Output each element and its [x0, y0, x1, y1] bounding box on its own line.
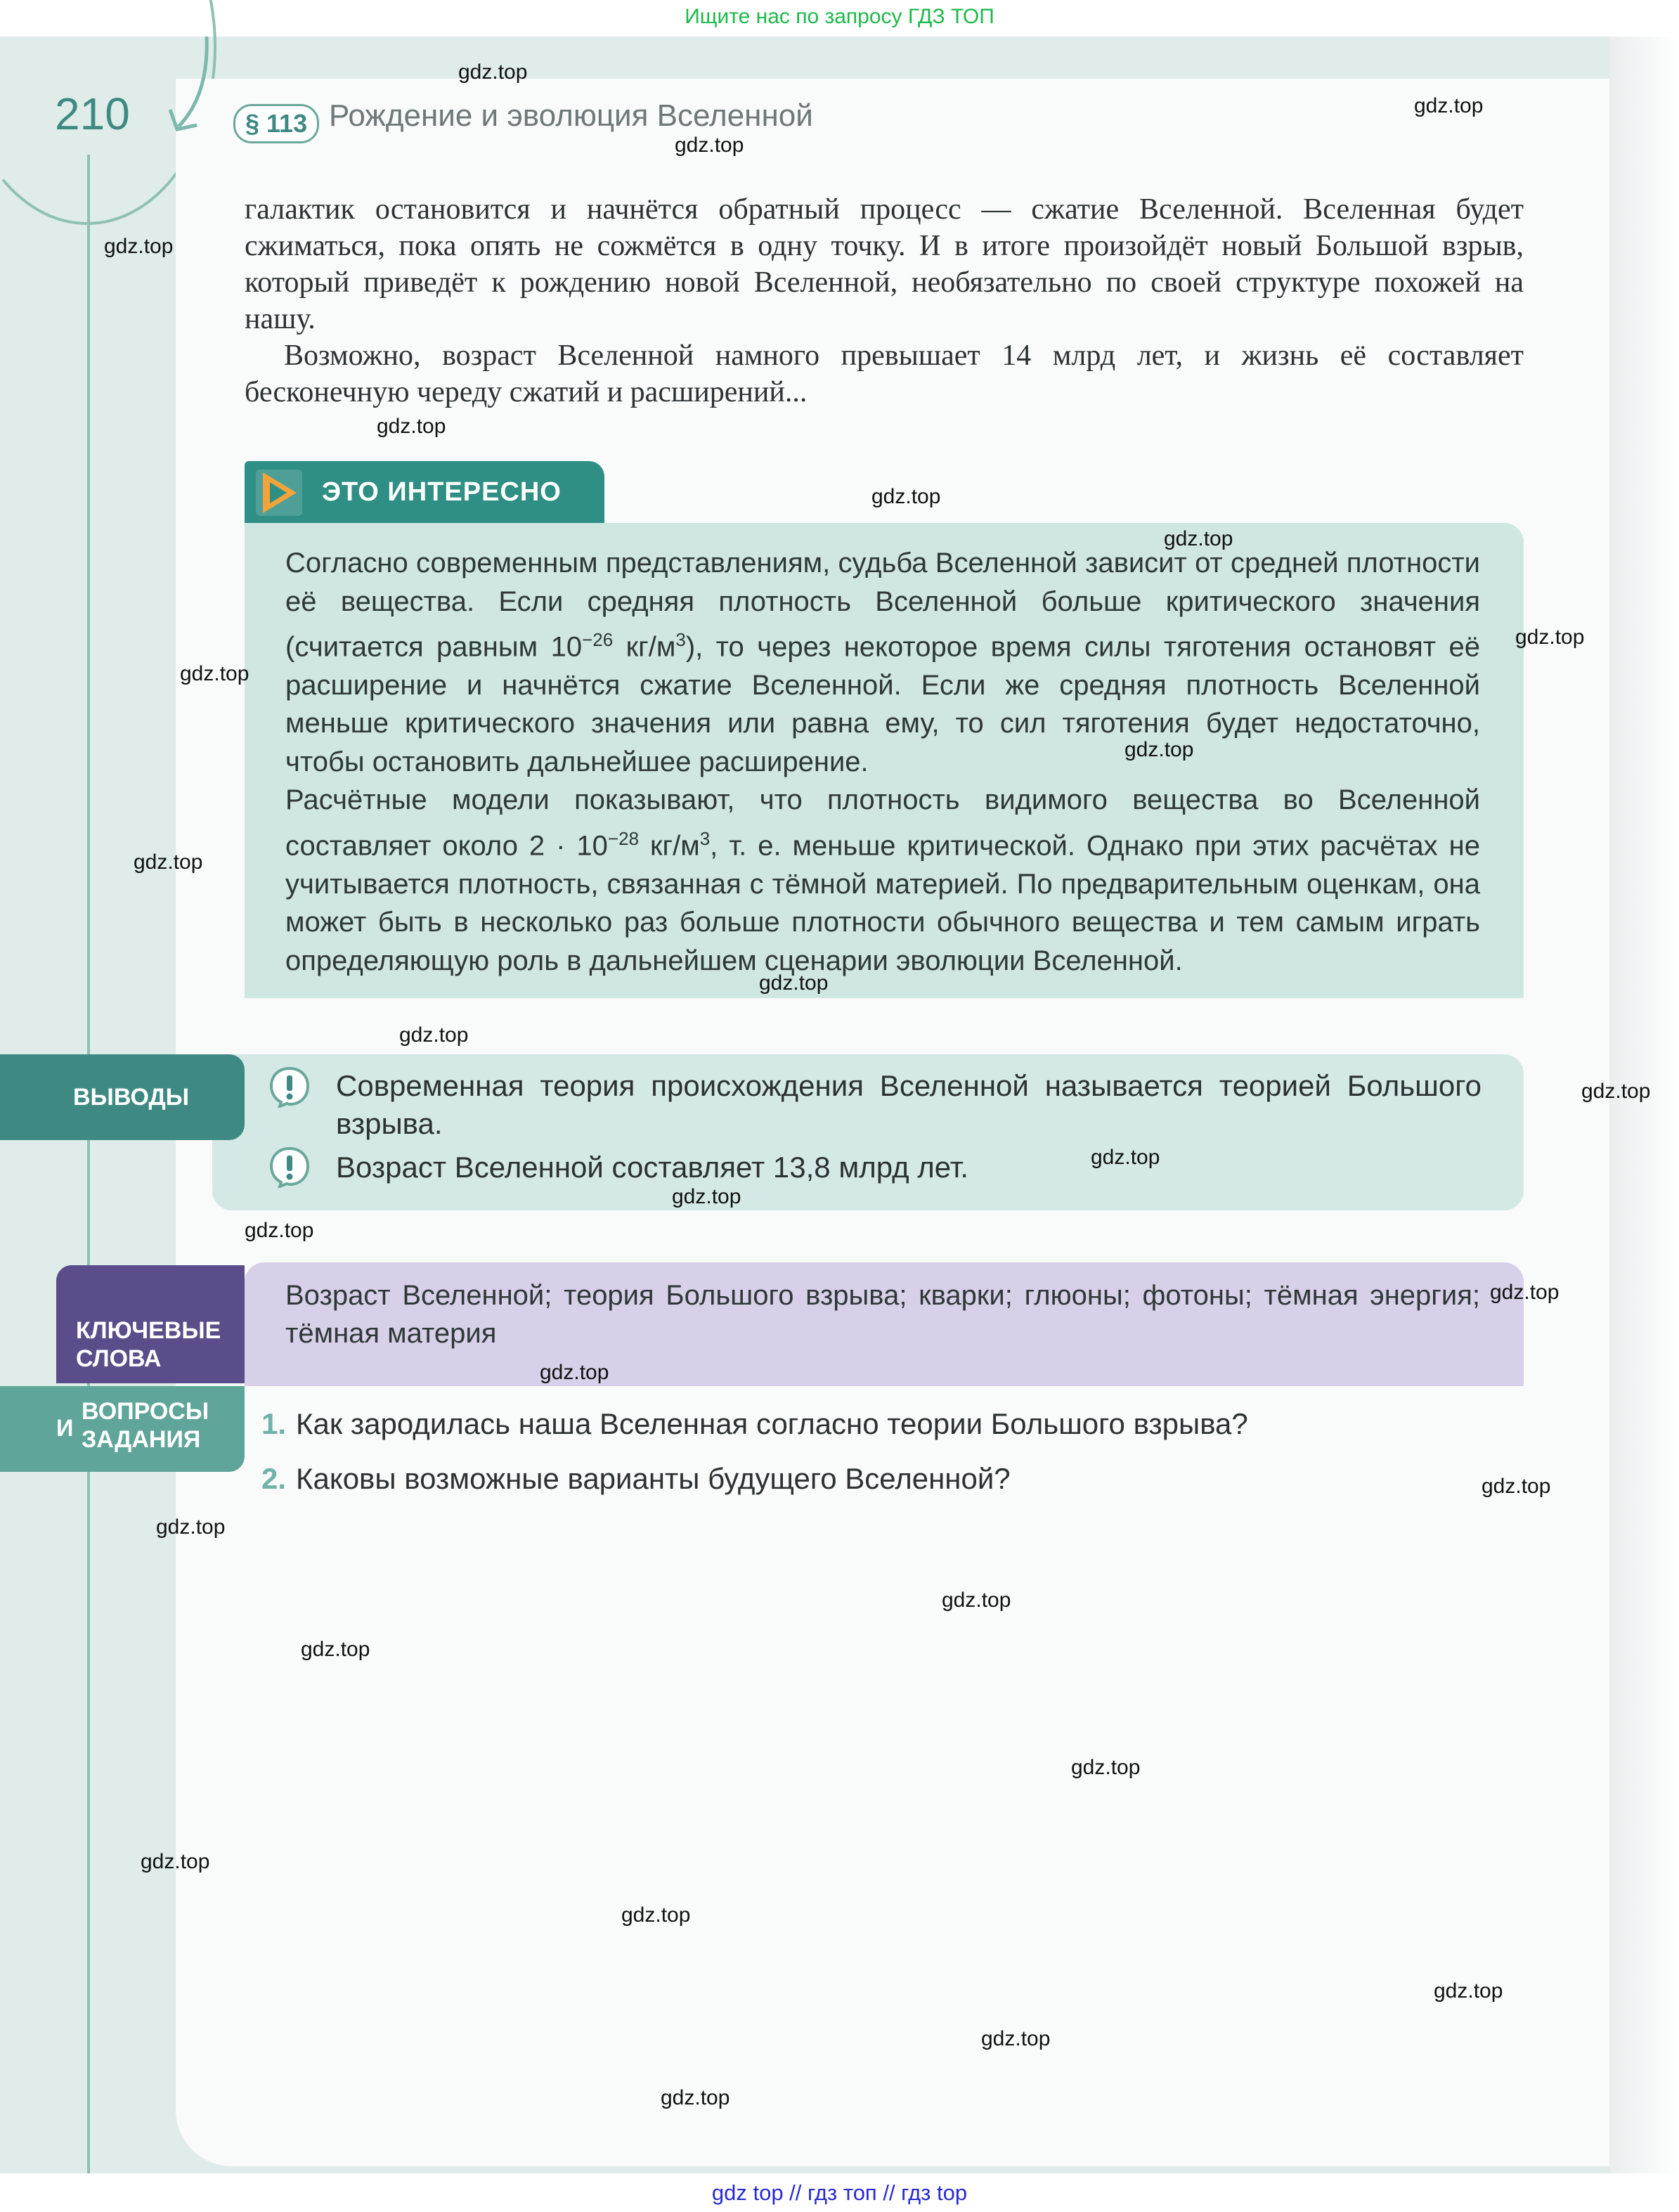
conclusions-box	[212, 1054, 1524, 1210]
watermark: gdz.top	[301, 1638, 370, 1661]
watermark: gdz.top	[759, 971, 829, 995]
keywords-label-line1: КЛЮЧЕВЫЕ	[76, 1317, 221, 1344]
watermark: gdz.top	[1581, 1080, 1651, 1103]
conclusions-tab	[0, 1054, 245, 1140]
body-paragraph-2: Возможно, возраст Вселенной намного превышает 14 млрд лет, и жизнь её составляет бесконечную череду сжатий и расширений...	[245, 339, 1524, 408]
watermark: gdz.top	[245, 1219, 314, 1242]
interesting-text-part: кг/м	[639, 830, 700, 862]
interesting-text-part: Согласно современным представлениям, судьба Вселенной зависит от средней плотности её вещества. Если средняя плотность Вселенной больше критического значения (считается равным 10	[285, 548, 1480, 663]
question-item	[261, 1459, 1011, 1499]
bottom-banner: gdz top // гдз топ // гдз top	[711, 2180, 968, 2205]
interesting-text-part: кг/м	[613, 631, 676, 663]
watermark: gdz.top	[377, 415, 446, 438]
margin-line	[87, 155, 90, 2173]
interesting-text-part: Расчётные модели показывают, что плотность видимого вещества во Вселенной составляет около 2 · 10	[285, 784, 1480, 862]
watermark: gdz.top	[1490, 1281, 1560, 1304]
watermark: gdz.top	[1124, 738, 1194, 761]
watermark: gdz.top	[104, 235, 174, 258]
questions-label-and: И	[56, 1415, 74, 1442]
keywords-text: Возраст Вселенной; теория Большого взрыва; кварки; глюоны; фотоны; тёмная энергия; тёмная материя	[285, 1280, 1480, 1349]
watermark: gdz.top	[540, 1361, 609, 1384]
watermark: gdz.top	[942, 1589, 1011, 1612]
conclusion-item: Современная теория происхождения Вселенной называется теорией Большого взрыва.	[336, 1069, 1482, 1140]
watermark: gdz.top	[1164, 527, 1233, 550]
watermark: gdz.top	[1071, 1756, 1141, 1779]
exponent: −28	[607, 827, 640, 849]
question-text: Как зародилась наша Вселенная согласно теории Большого взрыва?	[296, 1407, 1248, 1440]
chapter-title: Рождение и эволюция Вселенной	[329, 98, 813, 133]
question-number: 2.	[261, 1462, 287, 1495]
top-banner: Ищите нас по запросу ГДЗ ТОП	[685, 5, 994, 28]
paragraph-badge: § 113	[233, 104, 319, 143]
watermark: gdz.top	[1515, 626, 1585, 649]
watermark: gdz.top	[156, 1515, 226, 1539]
page-edge-shadow	[1609, 37, 1679, 2173]
question-number: 1.	[261, 1407, 287, 1440]
watermark: gdz.top	[141, 1850, 210, 1873]
curved-arrow-icon	[166, 37, 215, 135]
watermark: gdz.top	[458, 60, 528, 84]
watermark: gdz.top	[672, 1185, 741, 1208]
exclamation-icon	[268, 1146, 311, 1188]
exponent: −26	[582, 629, 614, 650]
watermark: gdz.top	[675, 134, 744, 157]
conclusions-label: ВЫВОДЫ	[73, 1084, 190, 1111]
questions-tab	[0, 1386, 245, 1472]
conclusion-item: Возраст Вселенной составляет 13,8 млрд лет.	[336, 1151, 969, 1184]
interesting-label: ЭТО ИНТЕРЕСНО	[322, 477, 562, 507]
question-item	[261, 1404, 1248, 1444]
page-number: 210	[55, 89, 130, 139]
exponent: 3	[675, 629, 686, 650]
watermark: gdz.top	[134, 850, 203, 874]
exclamation-icon	[268, 1066, 311, 1108]
interesting-text-part: , т. е. меньше критической. Однако при этих расчётах не учитывается плотность, связанная с тёмной материей. По предварительным оценкам, она может быть в несколько раз больше плотности обычного вещества и тем самым играть определяющую роль в дальнейшем сценарии эволюции Вселенной.	[285, 830, 1480, 976]
watermark: gdz.top	[180, 662, 249, 685]
watermark: gdz.top	[1414, 94, 1484, 117]
questions-label-line2: ЗАДАНИЯ	[82, 1426, 201, 1453]
question-text: Каковы возможные варианты будущего Вселенной?	[296, 1462, 1011, 1495]
body-paragraph-1: галактик остановится и начнётся обратный процесс — сжатие Вселенной. Вселенная будет сжиматься, пока опять не сожмётся в одну точку. И в итоге произойдёт новый Большой взрыв, который приведёт к рождению новой Вселенной, необязательно по своей структуре похожей на нашу.	[245, 193, 1524, 335]
watermark: gdz.top	[871, 485, 941, 508]
interesting-text-part: ), то через некоторое время силы тяготения остановят её расширение и начнётся сжатие Вселенной. Если же средняя плотность Вселенной меньше критического значения или равна ему, то сил тяготения будет недостаточно, чтобы остановить дальнейшее расширение.	[285, 631, 1480, 777]
interesting-box	[245, 523, 1524, 998]
exponent: 3	[699, 827, 711, 849]
interesting-header	[245, 461, 604, 523]
interesting-text	[285, 544, 1480, 980]
questions-label-line1: ВОПРОСЫ	[82, 1398, 209, 1425]
watermark: gdz.top	[661, 2086, 730, 2109]
watermark: gdz.top	[621, 1903, 691, 1927]
keywords-box	[245, 1262, 1524, 1386]
keywords-label-line2: СЛОВА	[76, 1345, 162, 1372]
watermark: gdz.top	[1091, 1146, 1160, 1169]
play-logo-icon	[254, 468, 304, 517]
watermark: gdz.top	[399, 1023, 469, 1047]
watermark: gdz.top	[1434, 1979, 1503, 2003]
watermark: gdz.top	[1482, 1475, 1551, 1498]
watermark: gdz.top	[981, 2027, 1051, 2050]
keywords-tab	[56, 1265, 245, 1383]
